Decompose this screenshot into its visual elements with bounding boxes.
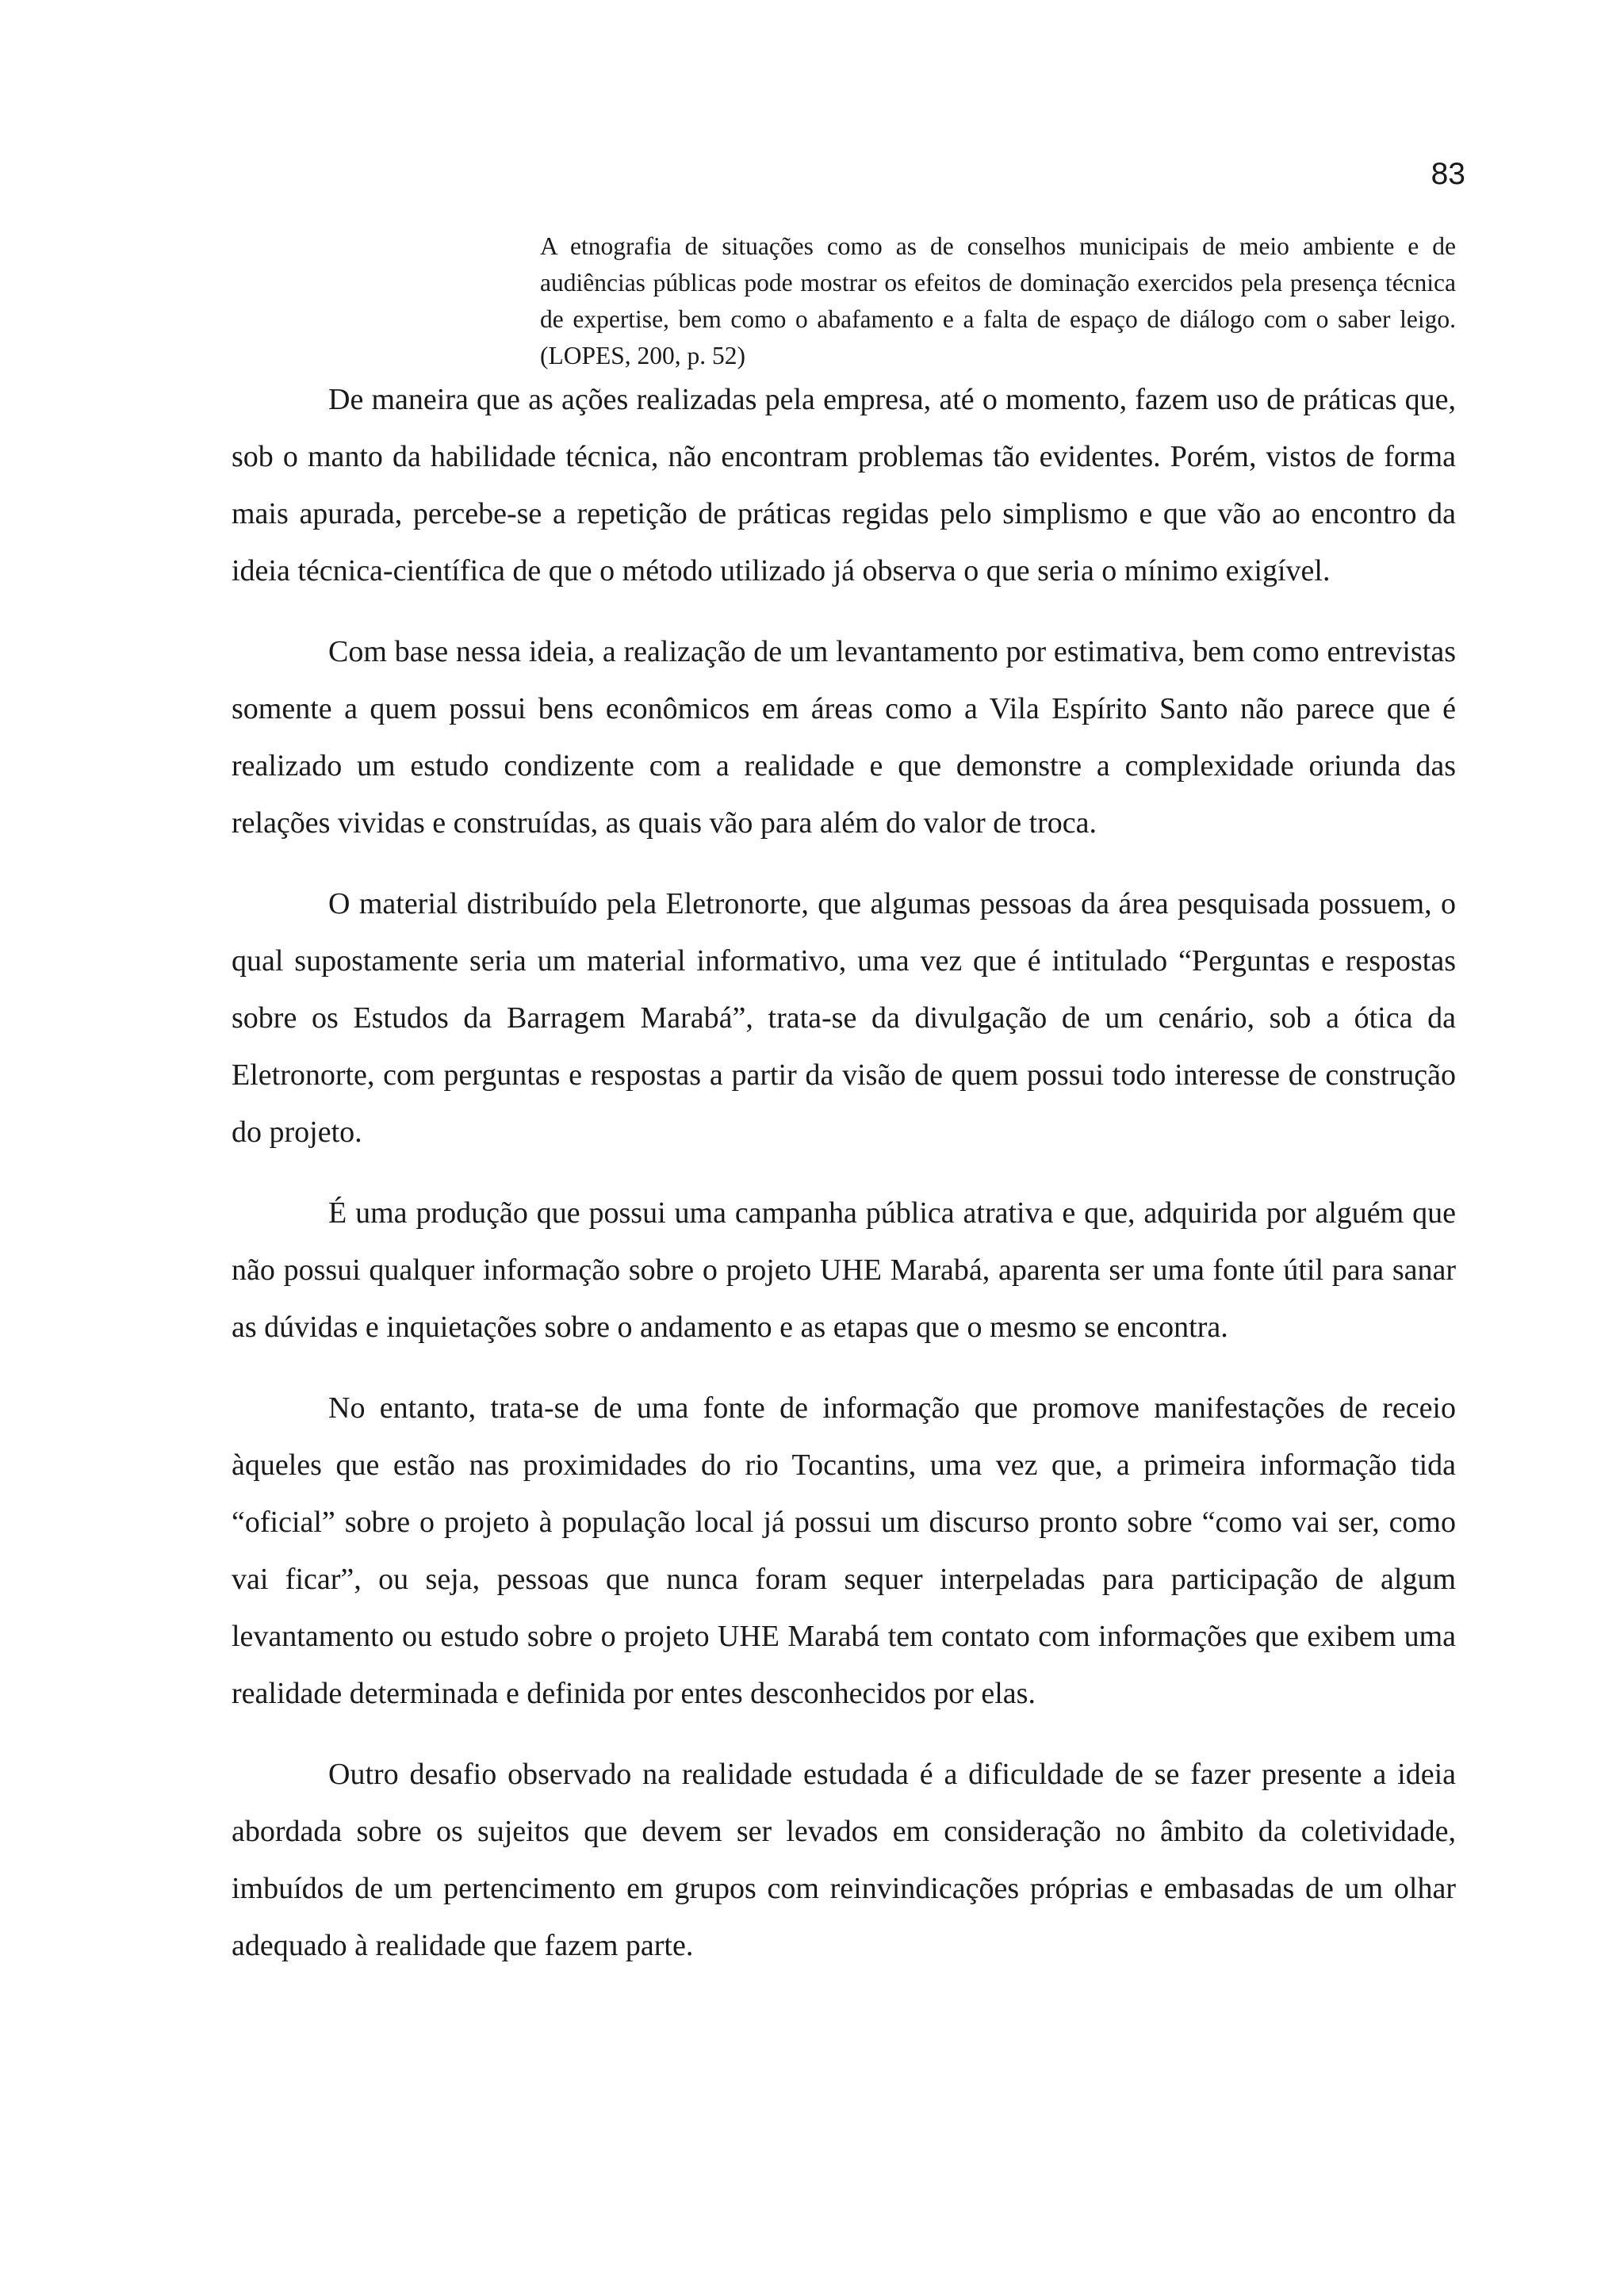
paragraph: No entanto, trata-se de uma fonte de informação que promove manifestações de receio àqueles que estão nas proximidades do rio Tocantins, uma vez que, a primeira informação tida “oficial” sobre o projeto à população local já possui um discurso pronto sobre “como vai ser, como vai ficar”, ou seja, pessoas que nunca foram sequer interpeladas para participação de algum levantamento ou estudo sobre o projeto UHE Marabá tem contato com informações que exibem uma realidade determinada e definida por entes desconhecidos por elas.	[232, 1391, 1456, 1710]
paragraph: Com base nessa ideia, a realização de um levantamento por estimativa, bem como entrevistas somente a quem possui bens econômicos em áreas como a Vila Espírito Santo não parece que é realizado um estudo condizente com a realidade e que demonstre a complexidade oriunda das relações vividas e construídas, as quais vão para além do valor de troca.	[232, 635, 1456, 840]
paragraph: De maneira que as ações realizadas pela empresa, até o momento, fazem uso de práticas que, sob o manto da habilidade técnica, não encontram problemas tão evidentes. Porém, vistos de forma mais apurada, percebe-se a repetição de práticas regidas pelo simplismo e que vão ao encontro da ideia técnica-científica de que o método utilizado já observa o que seria o mínimo exigível.	[232, 383, 1456, 587]
paragraph: É uma produção que possui uma campanha pública atrativa e que, adquirida por alguém que não possui qualquer informação sobre o projeto UHE Marabá, aparenta ser uma fonte útil para sanar as dúvidas e inquietações sobre o andamento e as etapas que o mesmo se encontra.	[232, 1196, 1456, 1344]
paragraph: Outro desafio observado na realidade estudada é a dificuldade de se fazer presente a ideia abordada sobre os sujeitos que devem ser levados em consideração no âmbito da coletividade, imbuídos de um pertencimento em grupos com reinvindicações próprias e embasadas de um olhar adequado à realidade que fazem parte.	[232, 1758, 1456, 1962]
page-number: 83	[1431, 157, 1465, 191]
body-text	[232, 371, 1456, 1998]
paragraph: O material distribuído pela Eletronorte, que algumas pessoas da área pesquisada possuem, o qual supostamente seria um material informativo, uma vez que é intitulado “Perguntas e respostas sobre os Estudos da Barragem Marabá”, trata-se da divulgação de um cenário, sob a ótica da Eletronorte, com perguntas e respostas a partir da visão de quem possui todo interesse de construção do projeto.	[232, 887, 1456, 1149]
block-quote: A etnografia de situações como as de conselhos municipais de meio ambiente e de audiências públicas pode mostrar os efeitos de dominação exercidos pela presença técnica de expertise, bem como o abafamento e a falta de espaço de diálogo com o saber leigo. (LOPES, 200, p. 52)	[540, 232, 1456, 369]
